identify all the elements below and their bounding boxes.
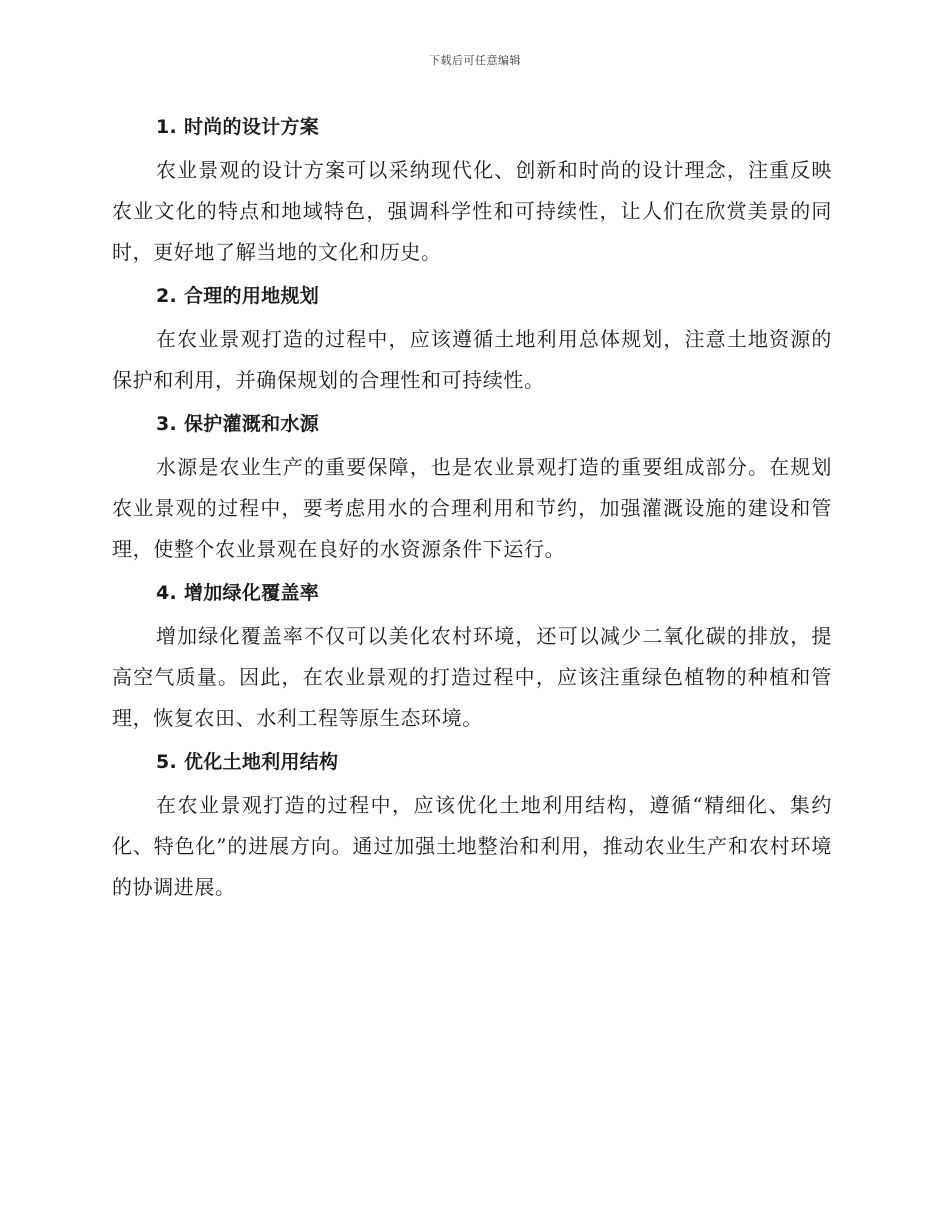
section-paragraph: 农业景观的设计方案可以采纳现代化、创新和时尚的设计理念，注重反映农业文化的特点和地域特色，强调科学性和可持续性，让人们在欣赏美景的同时，更好地了解当地的文化和历史。 [112, 158, 832, 264]
section-heading: 2. 合理的用地规划 [156, 285, 320, 307]
section-heading: 1. 时尚的设计方案 [156, 116, 320, 138]
section-5 [112, 745, 832, 908]
section-paragraph: 在农业景观打造的过程中，应该遵循土地利用总体规划，注意土地资源的保护和利用，并确保规划的合理性和可持续性。 [112, 327, 832, 392]
section-paragraph: 水源是农业生产的重要保障，也是农业景观打造的重要组成部分。在规划农业景观的过程中，要考虑用水的合理利用和节约，加强灌溉设施的建设和管理，使整个农业景观在良好的水资源条件下运行。 [112, 455, 832, 561]
document-content [112, 110, 832, 914]
section-heading: 5. 优化土地利用结构 [156, 751, 339, 773]
section-1 [112, 110, 832, 273]
page-header: 下载后可任意编辑 [429, 54, 521, 67]
section-3 [112, 407, 832, 570]
section-paragraph: 在农业景观打造的过程中，应该优化土地利用结构，遵循“精细化、集约化、特色化”的进展方向。通过加强土地整治和利用，推动农业生产和农村环境的协调进展。 [112, 793, 832, 899]
section-paragraph: 增加绿化覆盖率不仅可以美化农村环境，还可以减少二氧化碳的排放，提高空气质量。因此，在农业景观的打造过程中，应该注重绿色植物的种植和管理，恢复农田、水利工程等原生态环境。 [112, 624, 832, 730]
section-2 [112, 279, 832, 401]
section-heading: 4. 增加绿化覆盖率 [156, 582, 320, 604]
section-4 [112, 576, 832, 739]
section-heading: 3. 保护灌溉和水源 [156, 413, 320, 435]
